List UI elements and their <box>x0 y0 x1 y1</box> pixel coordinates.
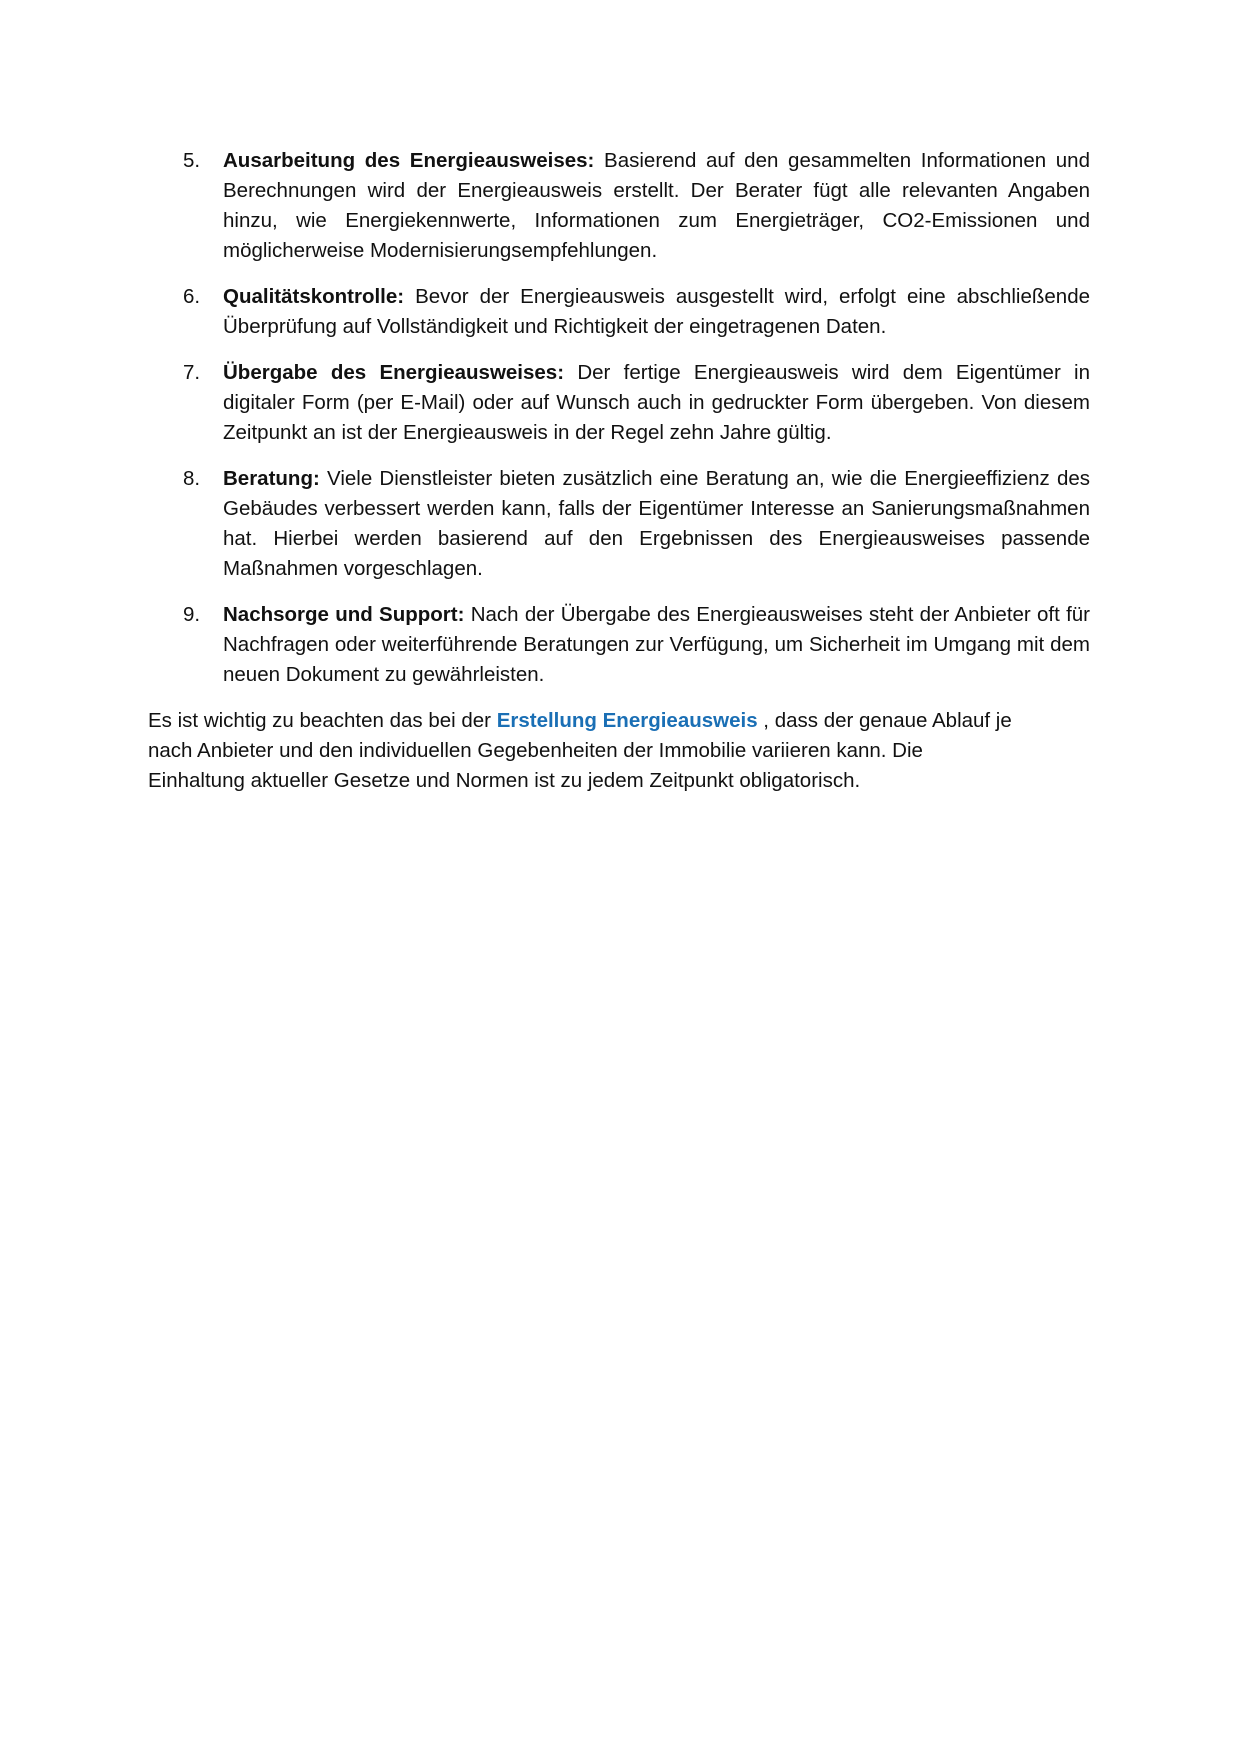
step-number: 6. <box>183 285 201 308</box>
closing-text-after-link: , dass der genaue Ablauf je <box>757 709 1012 732</box>
steps-list <box>148 146 1090 690</box>
erstellung-energieausweis-link[interactable]: Erstellung Energieausweis <box>496 709 758 732</box>
step-title: Qualitätskontrolle: <box>223 285 405 308</box>
list-item <box>148 464 1090 584</box>
step-title: Ausarbeitung des Energieausweises: <box>223 149 595 172</box>
step-text: Der fertige Energieausweis wird dem Eigentümer in digitaler Form (per E-Mail) oder auf Wunsch auch in gedruckter Form übergeben. Von diesem Zeitpunkt an ist der Energieausweis in der Regel zehn Jahre gültig. <box>223 361 1091 444</box>
step-text: Basierend auf den gesammelten Informationen und Berechnungen wird der Energieausweis erstellt. Der Berater fügt alle relevanten Angaben hinzu, wie Energiekennwerte, Informationen zum Energieträger, CO2-Emissionen und möglicherweise Modernisierungsempfehlungen. <box>223 149 1090 262</box>
list-item <box>148 282 1090 342</box>
page-content <box>148 146 1090 796</box>
list-item <box>148 146 1090 266</box>
step-title: Übergabe des Energieausweises: <box>223 361 565 384</box>
closing-text-before-link: Es ist wichtig zu beachten das bei der <box>148 709 497 732</box>
step-text: Viele Dienstleister bieten zusätzlich eine Beratung an, wie die Energieeffizienz des Gebäudes verbessert werden kann, falls der Eigentümer Interesse an Sanierungsmaßnahmen hat. Hierbei werden basierend auf den Ergebnissen des Energieausweises passende Maßnahmen vorgeschlagen. <box>223 467 1090 580</box>
step-title: Beratung: <box>223 467 320 490</box>
step-text: Nach der Übergabe des Energieausweises steht der Anbieter oft für Nachfragen oder weiterführende Beratungen zur Verfügung, um Sicherheit im Umgang mit dem neuen Dokument zu gewährleisten. <box>223 603 1090 686</box>
step-number: 8. <box>183 467 201 490</box>
closing-line-2: nach Anbieter und den individuellen Gegebenheiten der Immobilie variieren kann. Die <box>148 739 923 762</box>
step-text: Bevor der Energieausweis ausgestellt wird, erfolgt eine abschließende Überprüfung auf Vollständigkeit und Richtigkeit der eingetragenen Daten. <box>223 285 1090 338</box>
list-item <box>148 600 1090 690</box>
step-title: Nachsorge und Support: <box>223 603 465 626</box>
step-number: 5. <box>183 149 201 172</box>
list-item <box>148 358 1090 448</box>
closing-paragraph <box>148 706 1090 796</box>
step-number: 7. <box>183 361 201 384</box>
closing-line-3: Einhaltung aktueller Gesetze und Normen ist zu jedem Zeitpunkt obligatorisch. <box>148 769 861 792</box>
step-number: 9. <box>183 603 201 626</box>
